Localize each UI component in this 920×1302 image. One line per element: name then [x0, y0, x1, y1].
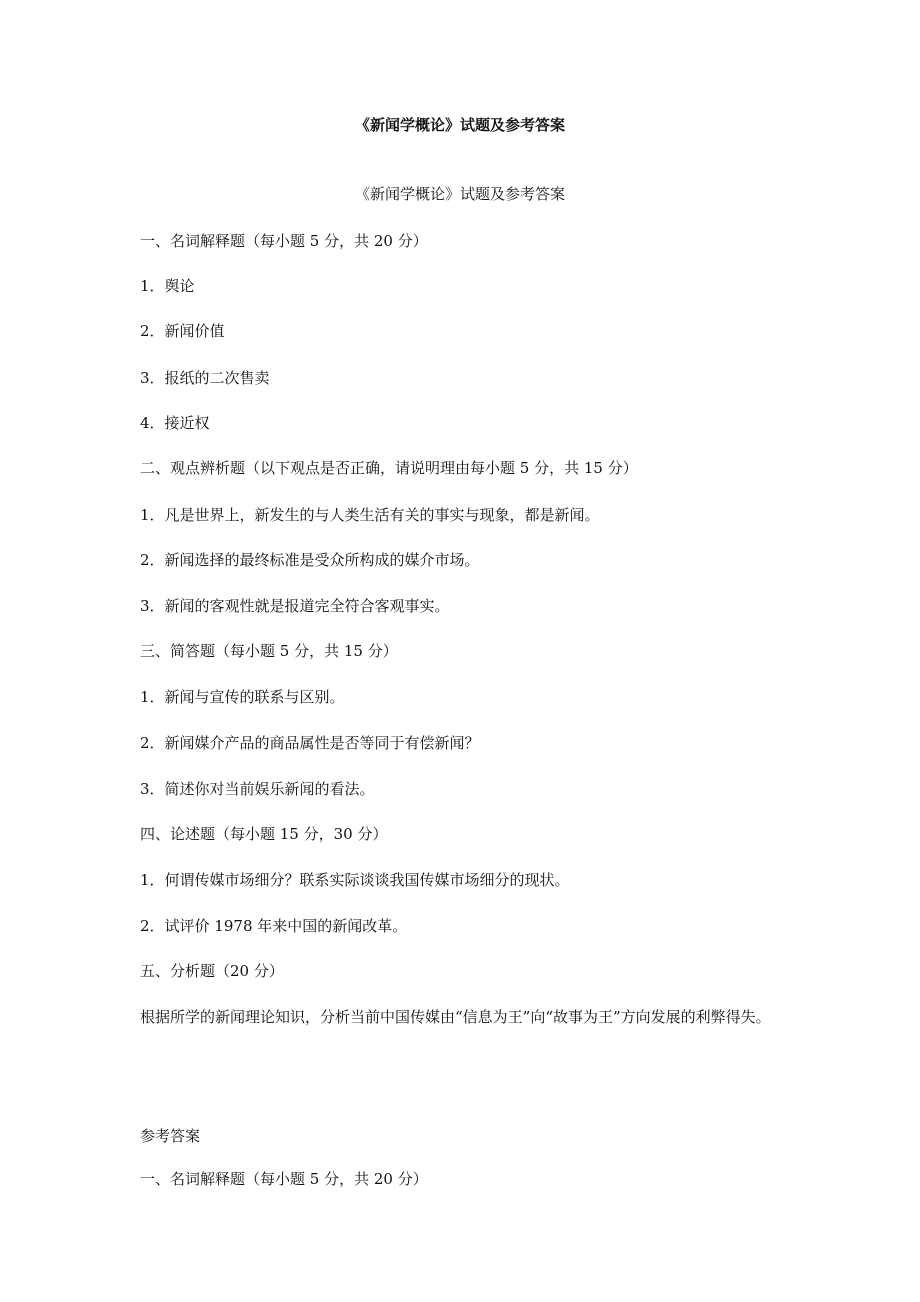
question-item: 2．新闻媒介产品的商品属性是否等同于有偿新闻？ [140, 734, 480, 752]
question-item: 2．试评价 1978 年来中国的新闻改革。 [140, 917, 408, 935]
answers-heading: 参考答案 [140, 1127, 201, 1145]
question-item: 1．凡是世界上，新发生的与人类生活有关的事实与现象，都是新闻。 [140, 506, 600, 524]
question-item: 3．新闻的客观性就是报道完全符合客观事实。 [140, 597, 450, 615]
section-heading: 四、论述题（每小题 15 分，30 分） [140, 825, 388, 843]
question-item: 4．接近权 [140, 414, 210, 432]
analysis-question: 根据所学的新闻理论知识，分析当前中国传媒由“信息为王”向“故事为王”方向发展的利弊得失。 [140, 1008, 771, 1026]
section-heading: 二、观点辨析题（以下观点是否正确，请说明理由每小题 5 分，共 15 分） [140, 459, 638, 477]
section-heading: 一、名词解释题（每小题 5 分，共 20 分） [140, 232, 428, 250]
section-heading: 三、简答题（每小题 5 分，共 15 分） [140, 642, 398, 660]
question-item: 3．简述你对当前娱乐新闻的看法。 [140, 780, 375, 798]
question-item: 1．何谓传媒市场细分？联系实际谈谈我国传媒市场细分的现状。 [140, 871, 570, 889]
question-item: 3．报纸的二次售卖 [140, 369, 270, 387]
question-item: 2．新闻选择的最终标准是受众所构成的媒介市场。 [140, 551, 480, 569]
document-title: 《新闻学概论》试题及参考答案 [354, 116, 565, 134]
section-heading: 五、分析题（20 分） [140, 962, 284, 980]
question-item: 2．新闻价值 [140, 322, 225, 340]
document-subtitle: 《新闻学概论》试题及参考答案 [354, 185, 565, 203]
section-heading: 一、名词解释题（每小题 5 分，共 20 分） [140, 1170, 428, 1188]
question-item: 1．新闻与宣传的联系与区别。 [140, 688, 345, 706]
question-item: 1．舆论 [140, 277, 195, 295]
